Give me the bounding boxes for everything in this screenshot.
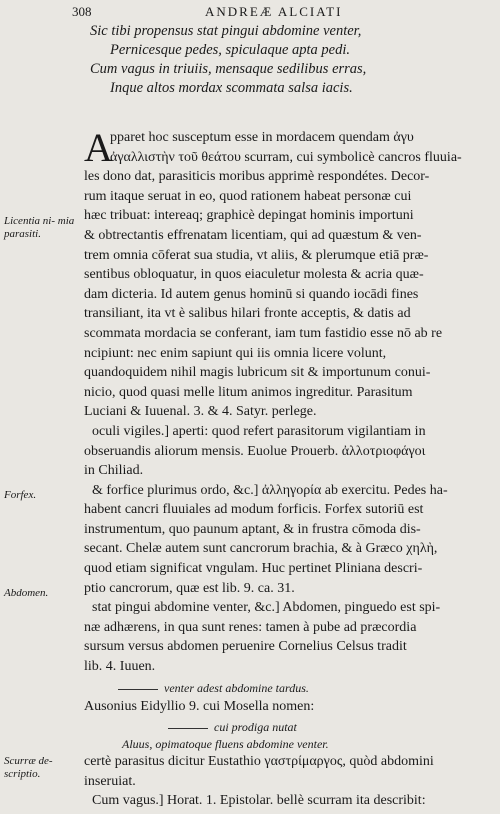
text-line: trem omnia cōferat sua studia, vt aliis, & plerumque etiā præ- — [84, 247, 429, 263]
text-line: & forfice plurimus ordo, &c.] ἀλληγορία ab exercitu. Pedes ha- — [92, 482, 448, 498]
ausonius-line — [84, 697, 488, 717]
verse-line: Pernicesque pedes, spiculaque apta pedi. — [110, 42, 350, 58]
quote-text: venter adest abdomine tardus. — [164, 681, 309, 695]
margin-note-abdomen: Abdomen. — [4, 587, 49, 599]
quote-text: Aluus, opimatoque fluens abdomine venter. — [122, 737, 329, 751]
text-line: secant. Chelæ autem sunt cancrorum brachia, & à Græco χηλὴ, — [84, 541, 438, 557]
text-line: næ adhærens, in qua sunt renes: tamen à pube ad præcordia — [84, 619, 417, 635]
text-line: transiliant, ita vt è salibus hilari fronte acceptis, & datis ad — [84, 306, 411, 322]
text-line: hæc tribuat: intereaq; graphicè depingat hominis importuni — [84, 208, 414, 224]
text-line: quod etiam significat vngulam. Huc pertinet Pliniana descri- — [84, 561, 423, 577]
ausonius-quote-1 — [168, 719, 297, 735]
text-line: lib. 4. Iuuen. — [84, 659, 156, 675]
text-line: nicio, quod quasi melle litum animos ingreditur. Parasitum — [84, 384, 413, 400]
drop-cap: A — [84, 125, 113, 170]
commentary-block-2 — [84, 752, 488, 811]
quote-text: cui prodiga nutat — [214, 720, 297, 734]
text-line: dam dicteria. Id autem genus hominū si quando iocādi fines — [84, 286, 419, 302]
text-line: Luciani & Iuuenal. 3. & 4. Satyr. perlege. — [84, 404, 317, 420]
margin-note-licentia: Licentia ni- mia parasiti. — [4, 215, 75, 240]
text-line: oculi vigiles.] aperti: quod refert parasitorum vigilantiam in — [92, 423, 426, 439]
ausonius-quote-2 — [122, 736, 329, 752]
margin-note-forfex: Forfex. — [4, 489, 37, 501]
quote-dash — [118, 689, 158, 690]
text-line: sentibus obloquatur, in quos eiaculetur molesta & acria quæ- — [84, 267, 424, 283]
text-line: instrumentum, quo paunum aptant, & in frustra cōmoda dis- — [84, 521, 421, 537]
text-line: inseruiat. — [84, 773, 136, 789]
text-line: scommata mordacia se conferant, iam tum fastidio esse nō ab re — [84, 325, 443, 341]
text-line: Ausonius Eidyllio 9. cui Mosella nomen: — [84, 699, 315, 714]
text-line: in Chiliad. — [84, 463, 144, 479]
text-line: les dono dat, parasiticis moribus apprimè respondétes. Decor- — [84, 169, 430, 185]
verse-line: Inque altos mordax scommata salsa iacis. — [110, 80, 353, 96]
page-header — [0, 4, 500, 20]
commentary-block-1 — [84, 125, 488, 677]
verse-line: Sic tibi propensus stat pingui abdomine venter, — [90, 23, 362, 39]
text-line: quandoquidem nihil magis lubricum sit & importunum conui- — [84, 365, 431, 381]
text-line: obseruandis aliorum mensis. Euolue Prouerb. ἀλλοτριοφάγοι — [84, 443, 426, 459]
page-number: 308 — [72, 4, 92, 19]
text-line: rum itaque seruat in eo, quod rationem habeat personæ cui — [84, 188, 412, 204]
margin-note-scurrae: Scurræ de- scriptio. — [4, 755, 53, 780]
epigram-verses — [90, 22, 490, 98]
text-line: sursum versus abdomen peruenire Cornelius Celsus tradit — [84, 639, 407, 655]
text-line: ptio cancrorum, quæ est lib. 9. ca. 31. — [84, 580, 295, 596]
text-line: & obtrectantis effrenatam licentiam, qui ad quæstum & ven- — [84, 227, 422, 243]
text-line: stat pingui abdomine venter, &c.] Abdomen, pinguedo est spi- — [92, 600, 441, 616]
juvenal-quote — [118, 680, 309, 696]
text-line: certè parasitus dicitur Eustathio γαστρίμαργος, quòd abdomini — [84, 754, 434, 769]
quote-dash — [168, 728, 208, 729]
text-line: Cum vagus.] Horat. 1. Epistolar. bellè scurram ita describit: — [92, 793, 426, 809]
text-line: ncipiunt: nec enim sapiunt qui iis omnia licere volunt, — [84, 345, 387, 361]
text-line: habent cancri fluuiales ad modum forficis. Forfex sutoriū est — [84, 502, 424, 518]
text-line: pparet hoc susceptum esse in mordacem quendam ἀγυ — [110, 130, 414, 145]
text-line: ἀγαλλιστὴν τοῦ θεάτου scurram, cui symbolicè cancros fluuia- — [110, 149, 462, 165]
verse-line: Cum vagus in triuiis, mensaque sedilibus erras, — [90, 61, 367, 77]
running-title: ANDREÆ ALCIATI — [205, 4, 343, 19]
